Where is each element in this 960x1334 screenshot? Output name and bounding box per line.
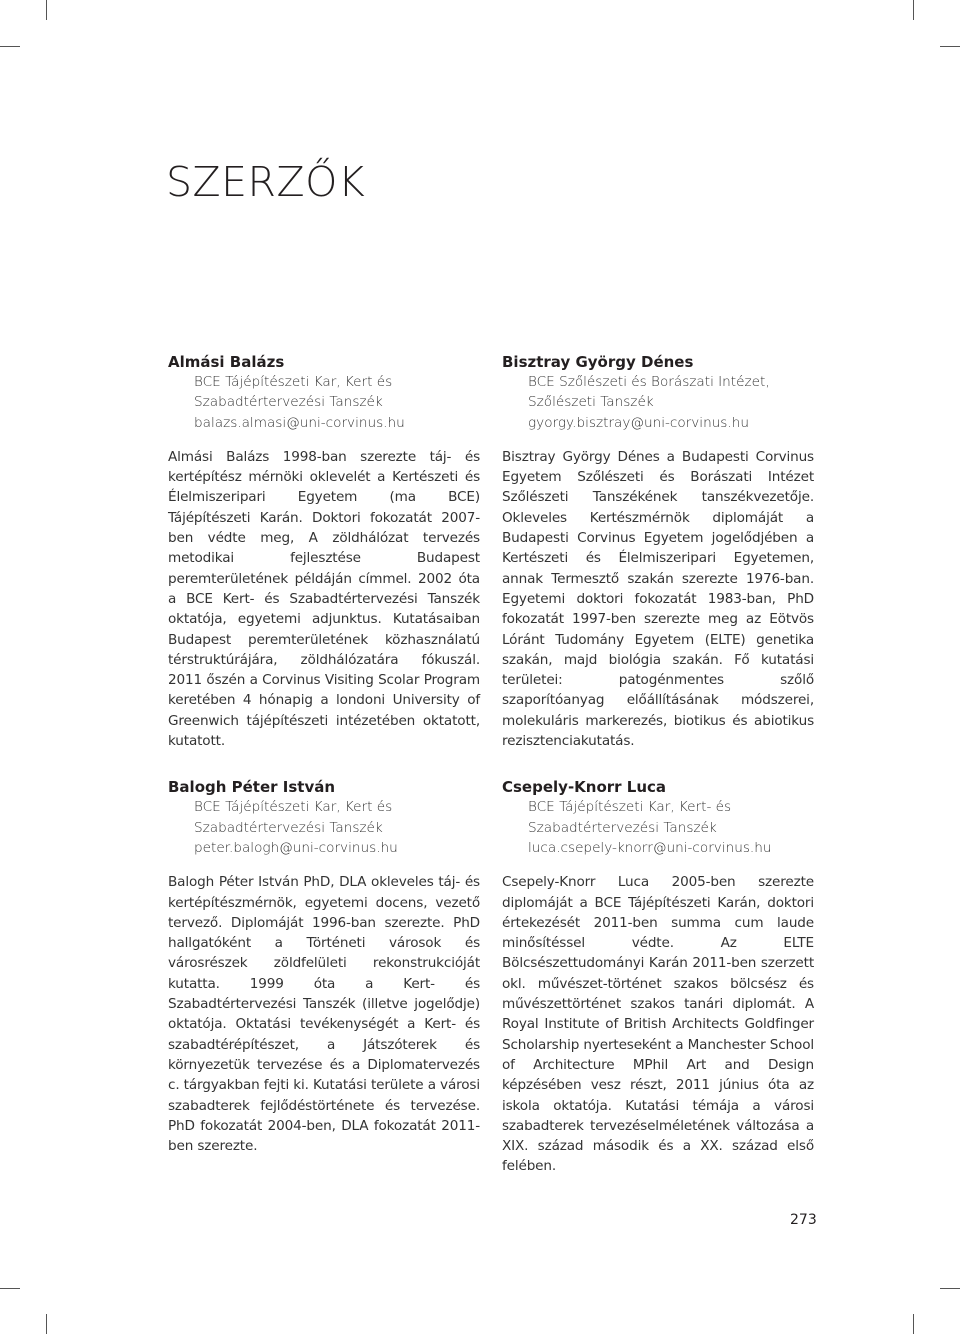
author-email: luca.csepely-knorr@uni-corvinus.hu <box>528 839 772 856</box>
author-entry <box>502 352 814 751</box>
affiliation-line: BCE Tájépítészeti Kar, Kert- és <box>528 799 732 816</box>
crop-mark-bottom-right-horizontal <box>940 1288 960 1289</box>
affiliation-line: Szabadtértervezési Tanszék <box>194 394 383 411</box>
right-column <box>502 352 814 1177</box>
author-affiliation <box>528 372 814 433</box>
author-affiliation <box>194 372 480 433</box>
crop-mark-bottom-left-vertical <box>46 1314 47 1334</box>
author-name: Almási Balázs <box>168 353 285 371</box>
crop-mark-bottom-right-vertical <box>913 1314 914 1334</box>
crop-mark-top-left-horizontal <box>0 46 20 47</box>
crop-mark-bottom-left-horizontal <box>0 1288 20 1289</box>
author-bio: Almási Balázs 1998-ban szerezte táj- és kertépítész mérnöki oklevelét a Kertészeti és Élelmiszeripari Egyetem (ma BCE) Tájépítészeti Karán. Doktori fokozatát 2007-ben védte meg, A zöldhálózat tervezés metodikai fejlesztése Budapest peremterületének példáján címmel. 2002 óta a BCE Kert- és Szabadtértervezési Tanszék oktatója, egyetemi adjunktus. Kutatásaiban Budapest peremterületének közhasználatú térstruktúrájára, zöldhálózatára fókuszál. 2011 őszén a Corvinus Visiting Scolar Program keretében 4 hónapig a londoni University of Greenwich tájépítészeti intézetében oktatott, kutatott. <box>168 448 480 750</box>
author-name: Csepely-Knorr Luca <box>502 778 667 797</box>
affiliation-line: BCE Tájépítészeti Kar, Kert és <box>194 374 393 390</box>
author-bio: Balogh Péter István PhD, DLA okleveles táj- és kertépítészmérnök, egyetemi docens, vezető tervező. Diplomáját 1996-ban szerezte. PhD hallgatóként a Történeti városok és városrészek zöldfelületi rekonstrukcióját kutatta. 1999 óta a Kert- és Szabadtértervezési Tanszék (illetve jogelődje) oktatója. Oktatási tevékenységét a Kert- és szabadtérépítészet, a Játszóterek és környezetük tervezése és a Diplomatervezés c. tárgyakban fejti ki. Kutatási területe a városi szabadterek fejlődéstörténete és tervezése. PhD fokozatát 2004-ben, DLA fokozatát 2011-ben szerezte. <box>168 874 480 1155</box>
author-email: balazs.almasi@uni-corvinus.hu <box>194 414 405 431</box>
author-bio: Bisztray György Dénes a Budapesti Corvinus Egyetem Szőlészeti és Borászati Intézet Szőlészeti Tanszékének tanszékvezetője. Okleveles Kertészmérnök diplomáját a Budapesti Corvinus Egyetem jogelődjében a Kertészeti és Élelmiszeripari Egyetemen, annak Termesztő szakán szerezte 1976-ban. Egyetemi doktori fokozatát 1983-ban, PhD fokozatát 1997-ben szerezte meg az Eötvös Lóránt Tudomány Egyetem (ELTE) genetika szakán, majd biológia szakán. Fő kutatási területei: patogénmentes szőlő szaporítóanyag előállításának módszerei, molekuláris markerezés, biotikus és abiotikus rezisztenciakutatás. <box>502 448 814 750</box>
author-affiliation <box>528 797 814 858</box>
author-entry <box>502 777 814 1176</box>
crop-mark-top-left-vertical <box>46 0 47 20</box>
affiliation-line: Szőlészeti Tanszék <box>528 394 654 411</box>
left-column <box>168 352 480 1156</box>
author-bio: Csepely-Knorr Luca 2005-ben szerezte diplomáját a BCE Tájépítészeti Karán, doktori értekezését 2011-ben summa cum laude minősítéssel védte. Az ELTE Bölcsészettudományi Karán 2011-ben szerzett okl. művészet-történet szakos bölcsész és művészettörténet szakos tanári diplomát. A Royal Institute of British Architects Goldfinger Scholarship nyerteseként a Manchester School of Architecture MPhil Art and Design képzésében vesz részt, 2011 június óta az iskola oktatója. Kutatási témája a városi szabadterek tervezéselméletének változása a XIX. század második és a XX. század első felében. <box>502 874 814 1175</box>
crop-mark-top-right-vertical <box>913 0 914 20</box>
affiliation-line: Szabadtértervezési Tanszék <box>194 819 383 836</box>
author-entry <box>168 777 480 1156</box>
affiliation-line: Szabadtértervezési Tanszék <box>528 819 717 836</box>
author-email: gyorgy.bisztray@uni-corvinus.hu <box>528 414 749 431</box>
author-email: peter.balogh@uni-corvinus.hu <box>194 839 398 856</box>
author-entry <box>168 352 480 751</box>
crop-mark-top-right-horizontal <box>940 46 960 47</box>
affiliation-line: BCE Szőlészeti és Borászati Intézet, <box>528 374 770 390</box>
author-name: Balogh Péter István <box>168 778 336 797</box>
page-number: 273 <box>790 1212 817 1228</box>
page-title: SZERZŐK <box>166 158 366 206</box>
author-name: Bisztray György Dénes <box>502 353 694 371</box>
affiliation-line: BCE Tájépítészeti Kar, Kert és <box>194 799 393 816</box>
author-affiliation <box>194 797 480 858</box>
